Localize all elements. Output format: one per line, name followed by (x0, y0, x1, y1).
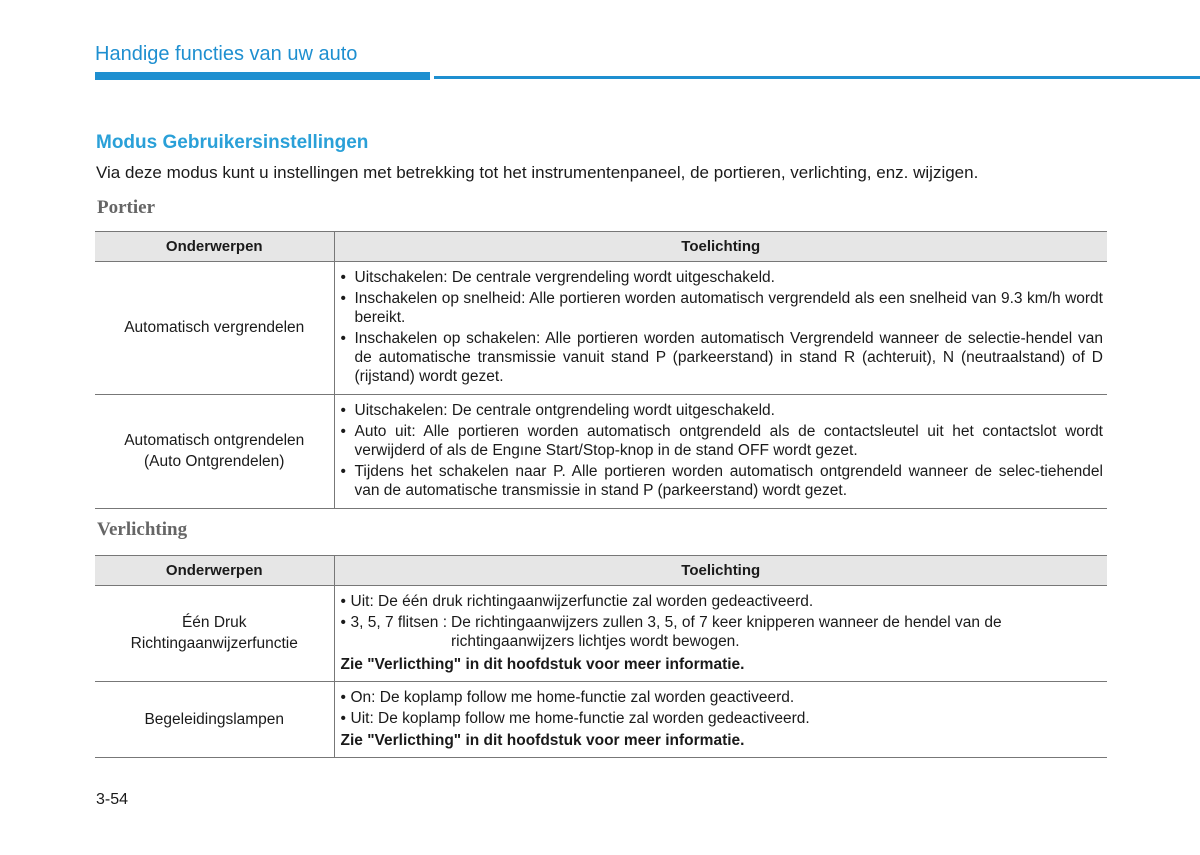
table-header-row (95, 232, 1107, 262)
column-header-topics: Onderwerpen (95, 556, 334, 586)
table-row (95, 586, 1107, 682)
list-item: • Uitschakelen: De centrale ontgrendeling wordt uitgeschakeld. (341, 401, 1104, 420)
list-item: • Uitschakelen: De centrale vergrendeling wordt uitgeschakeld. (341, 268, 1104, 287)
header-title: Handige functies van uw auto (95, 43, 358, 65)
section-intro: Via deze modus kunt u instellingen met betrekking tot het instrumentenpaneel, de portieren, verlichting, enz. wijzigen. (96, 163, 979, 182)
list-item: • On: De koplamp follow me home-functie zal worden geactiveerd. (341, 688, 1104, 707)
topic-label: Automatisch ontgrendelen (124, 432, 305, 449)
flash-count-item: • 3, 5, 7 flitsen : De richtingaanwijzers zullen 3, 5, of 7 keer knipperen wanneer de hendel van de richtingaanwijzers lichtjes wordt bewogen. (341, 613, 1104, 651)
table-row (95, 395, 1107, 509)
explanation-cell (334, 262, 1107, 395)
topic-label: Begeleidingslampen (144, 710, 285, 728)
verlichting-table (95, 555, 1107, 758)
section-title: Modus Gebruikersinstellingen (96, 132, 369, 153)
column-header-topics: Onderwerpen (95, 232, 334, 262)
header-rule-thick (95, 72, 430, 80)
topic-sublabel: Richtingaanwijzerfunctie (130, 635, 298, 652)
page-number: 3-54 (96, 791, 129, 808)
explanation-cell (334, 586, 1107, 682)
list-item: • Auto uit: Alle portieren worden automatisch ontgrendeld als de contactsleutel uit het contactslot wordt verwijderd of als de Engıne Start/Stop-knop in de stand OFF wordt gezet. (341, 422, 1104, 460)
portier-table (95, 231, 1107, 509)
explanation-cell (334, 395, 1107, 509)
reference-note: Zie "Verlicthing" in dit hoofdstuk voor meer informatie. (340, 732, 745, 749)
topic-sublabel: (Auto Ontgrendelen) (144, 453, 285, 470)
list-item: • Tijdens het schakelen naar P. Alle portieren worden automatisch ontgrendeld wanneer de selec-tiehendel van de automatische transmissie in stand P (parkeerstand) wordt gezet. (341, 462, 1104, 500)
list-item: • Inschakelen op schakelen: Alle portieren worden automatisch Vergrendeld wanneer de selectie-hendel van de automatische transmissie vanuit stand P (parkeerstand) in stand R (achteruit), N (neutraalstand) of D (rijstand) wordt gezet. (341, 329, 1104, 386)
topic-cell (95, 682, 334, 758)
list-item: • Uit: De koplamp follow me home-functie zal worden gedeactiveerd. (341, 709, 1104, 728)
flash-count-text: De richtingaanwijzers zullen 3, 5, of 7 keer knipperen wanneer de hendel van de richtingaanwijzers lichtjes wordt bewogen. (451, 614, 1002, 650)
explanation-cell (334, 682, 1107, 758)
topic-label: Één Druk (181, 614, 247, 631)
topic-cell (95, 395, 334, 509)
topic-cell (95, 262, 334, 395)
table-header-row (95, 556, 1107, 586)
verlichting-heading: Verlichting (97, 519, 188, 540)
topic-label: Automatisch vergrendelen (124, 319, 305, 336)
reference-note: Zie "Verlicthing" in dit hoofdstuk voor meer informatie. (340, 656, 745, 673)
list-item: • Uit: De één druk richtingaanwijzerfunctie zal worden gedeactiveerd. (341, 592, 1104, 611)
list-item: • Inschakelen op snelheid: Alle portieren worden automatisch vergrendeld als een snelheid van 9.3 km/h wordt bereikt. (341, 289, 1104, 327)
header-rule-thin (434, 76, 1200, 79)
flash-count-label: 3, 5, 7 flitsen : (350, 614, 447, 631)
portier-heading: Portier (97, 197, 156, 218)
table-row (95, 682, 1107, 758)
column-header-explanation: Toelichting (334, 556, 1107, 586)
table-row (95, 262, 1107, 395)
topic-cell (95, 586, 334, 682)
column-header-explanation: Toelichting (334, 232, 1107, 262)
